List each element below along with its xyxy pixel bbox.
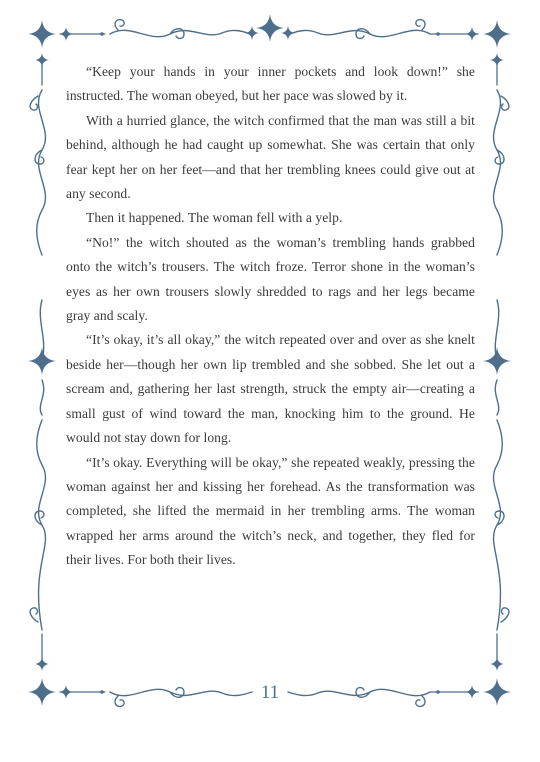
- four-point-star-icon: [483, 20, 511, 48]
- paragraph: “Keep your hands in your inner pockets and look down!” she instructed. The woman obeyed, but her pace was slowed by it.: [66, 64, 475, 104]
- four-point-star-icon: [28, 347, 56, 375]
- four-point-star-icon: [465, 685, 479, 699]
- four-point-star-icon: [483, 347, 511, 375]
- paragraph: “It’s okay, it’s all okay,” the witch repeated over and over as she knelt beside her—though her own lip trembled and she sobbed. She let out a scream and, gathering her last strength, struck the empty air—creating a small gust of wind toward the man, knocking him to the ground. He would not stay down for long.: [66, 332, 475, 446]
- four-point-star-icon: [35, 53, 49, 67]
- four-point-star-icon: [483, 678, 511, 706]
- four-point-star-icon: [28, 20, 56, 48]
- four-point-star-icon: [256, 14, 284, 42]
- story-text: [66, 60, 475, 573]
- paragraph: Then it happened. The woman fell with a yelp.: [86, 210, 343, 226]
- page-number: 11: [260, 682, 280, 703]
- four-point-star-icon: [490, 657, 504, 671]
- four-point-star-icon: [465, 27, 479, 41]
- four-point-star-icon: [490, 53, 504, 67]
- paragraph: “No!” the witch shouted as the woman’s trembling hands grabbed onto the witch’s trousers. The witch froze. Terror shone in the woman’s eyes as her own trousers slowly shredded to rags and her legs became gray and scaly.: [66, 234, 475, 324]
- four-point-star-icon: [59, 27, 73, 41]
- four-point-star-icon: [28, 678, 56, 706]
- four-point-star-icon: [59, 685, 73, 699]
- four-point-star-icon: [35, 657, 49, 671]
- paragraph: “It’s okay. Everything will be okay,” she repeated weakly, pressing the woman against her and kissing her forehead. As the transformation was completed, she lifted the mermaid in her trembling arms. The woman wrapped her arms around the witch’s neck, and together, they fled for their lives. For both their lives.: [66, 454, 475, 568]
- paragraph: With a hurried glance, the witch confirmed that the man was still a bit behind, although he had caught up somewhat. She was certain that only fear kept her on her feet—and that her trembling knees could give out at any second.: [66, 112, 475, 202]
